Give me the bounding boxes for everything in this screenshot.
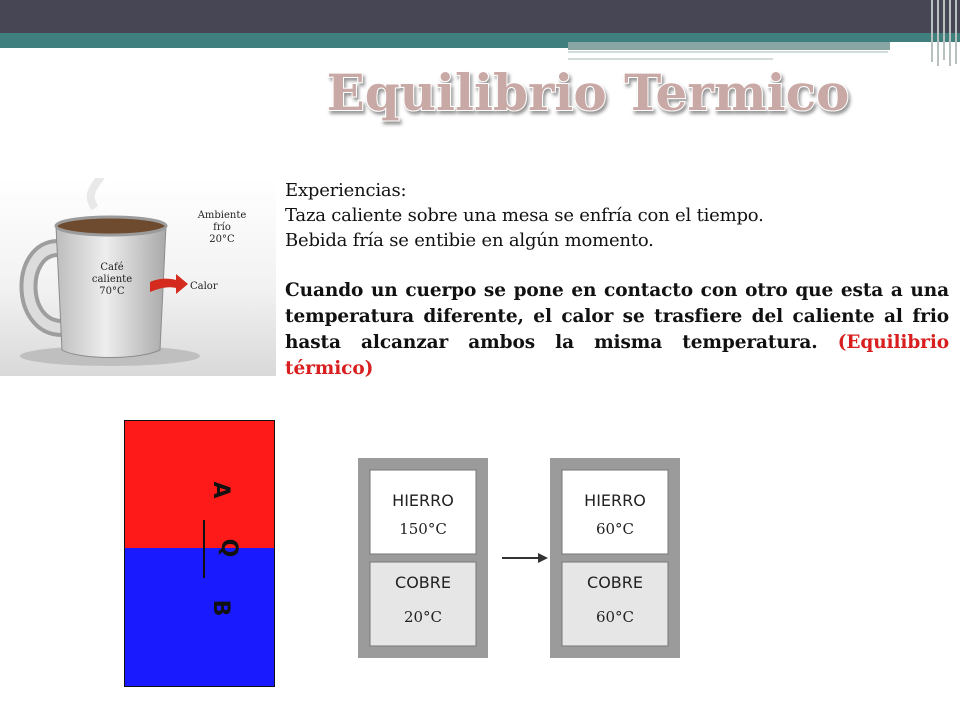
after-iron-temp: 60°C xyxy=(595,520,635,538)
after-copper-label: COBRE xyxy=(587,573,643,592)
header-accent-bar xyxy=(0,33,960,42)
before-copper-temp: 20°C xyxy=(403,608,443,626)
heat-label: Calor xyxy=(190,281,218,292)
before-iron-label: HIERRO xyxy=(392,491,454,510)
before-state xyxy=(358,458,488,658)
main-paragraph-text: Cuando un cuerpo se pone en contacto con otro que esta a una temperatura diferente, el calor se trasfiere del caliente al frio hasta alcanzar ambos la misma temperatura. xyxy=(285,280,949,353)
header-bar xyxy=(0,0,960,33)
body-b-label: B xyxy=(208,599,233,617)
bodies-a-b-diagram xyxy=(124,420,275,687)
before-iron-temp: 150°C xyxy=(399,520,447,538)
after-copper-temp: 60°C xyxy=(595,608,635,626)
hot-coffee-mug-illustration xyxy=(0,178,276,376)
header-grey-bar xyxy=(568,42,890,50)
coffee-label-3: 70°C xyxy=(99,286,125,297)
ambient-label-1: Ambiente xyxy=(197,210,247,221)
experience-item-2: Bebida fría se entibie en algún momento. xyxy=(285,230,654,251)
body-b-region xyxy=(124,548,275,687)
experiences-heading: Experiencias: xyxy=(285,180,407,201)
header-vertical-bars xyxy=(929,0,960,66)
after-iron-label: HIERRO xyxy=(584,491,646,510)
header-accent-bar-lower xyxy=(0,42,568,48)
slide-title xyxy=(0,60,960,130)
header-divider-line xyxy=(568,51,888,53)
ambient-label-3: 20°C xyxy=(209,234,235,245)
body-a-region xyxy=(124,420,275,548)
coffee-label-2: caliente xyxy=(91,274,133,285)
coffee-label-1: Café xyxy=(100,262,124,273)
heat-q-label: Q xyxy=(216,538,241,558)
experience-item-1: Taza caliente sobre una mesa se enfría con el tiempo. xyxy=(285,205,764,226)
iron-copper-equilibrium-diagram xyxy=(320,440,720,690)
slide-body-text xyxy=(285,178,949,382)
equilibrium-highlight: (Equilibrio térmico) xyxy=(285,332,949,379)
slide-title-text: Equilibrio Termico xyxy=(326,63,850,122)
main-paragraph xyxy=(285,278,949,382)
after-state xyxy=(550,458,680,658)
ambient-label-2: frío xyxy=(213,222,231,233)
body-a-label: A xyxy=(208,481,233,499)
before-copper-label: COBRE xyxy=(395,573,451,592)
